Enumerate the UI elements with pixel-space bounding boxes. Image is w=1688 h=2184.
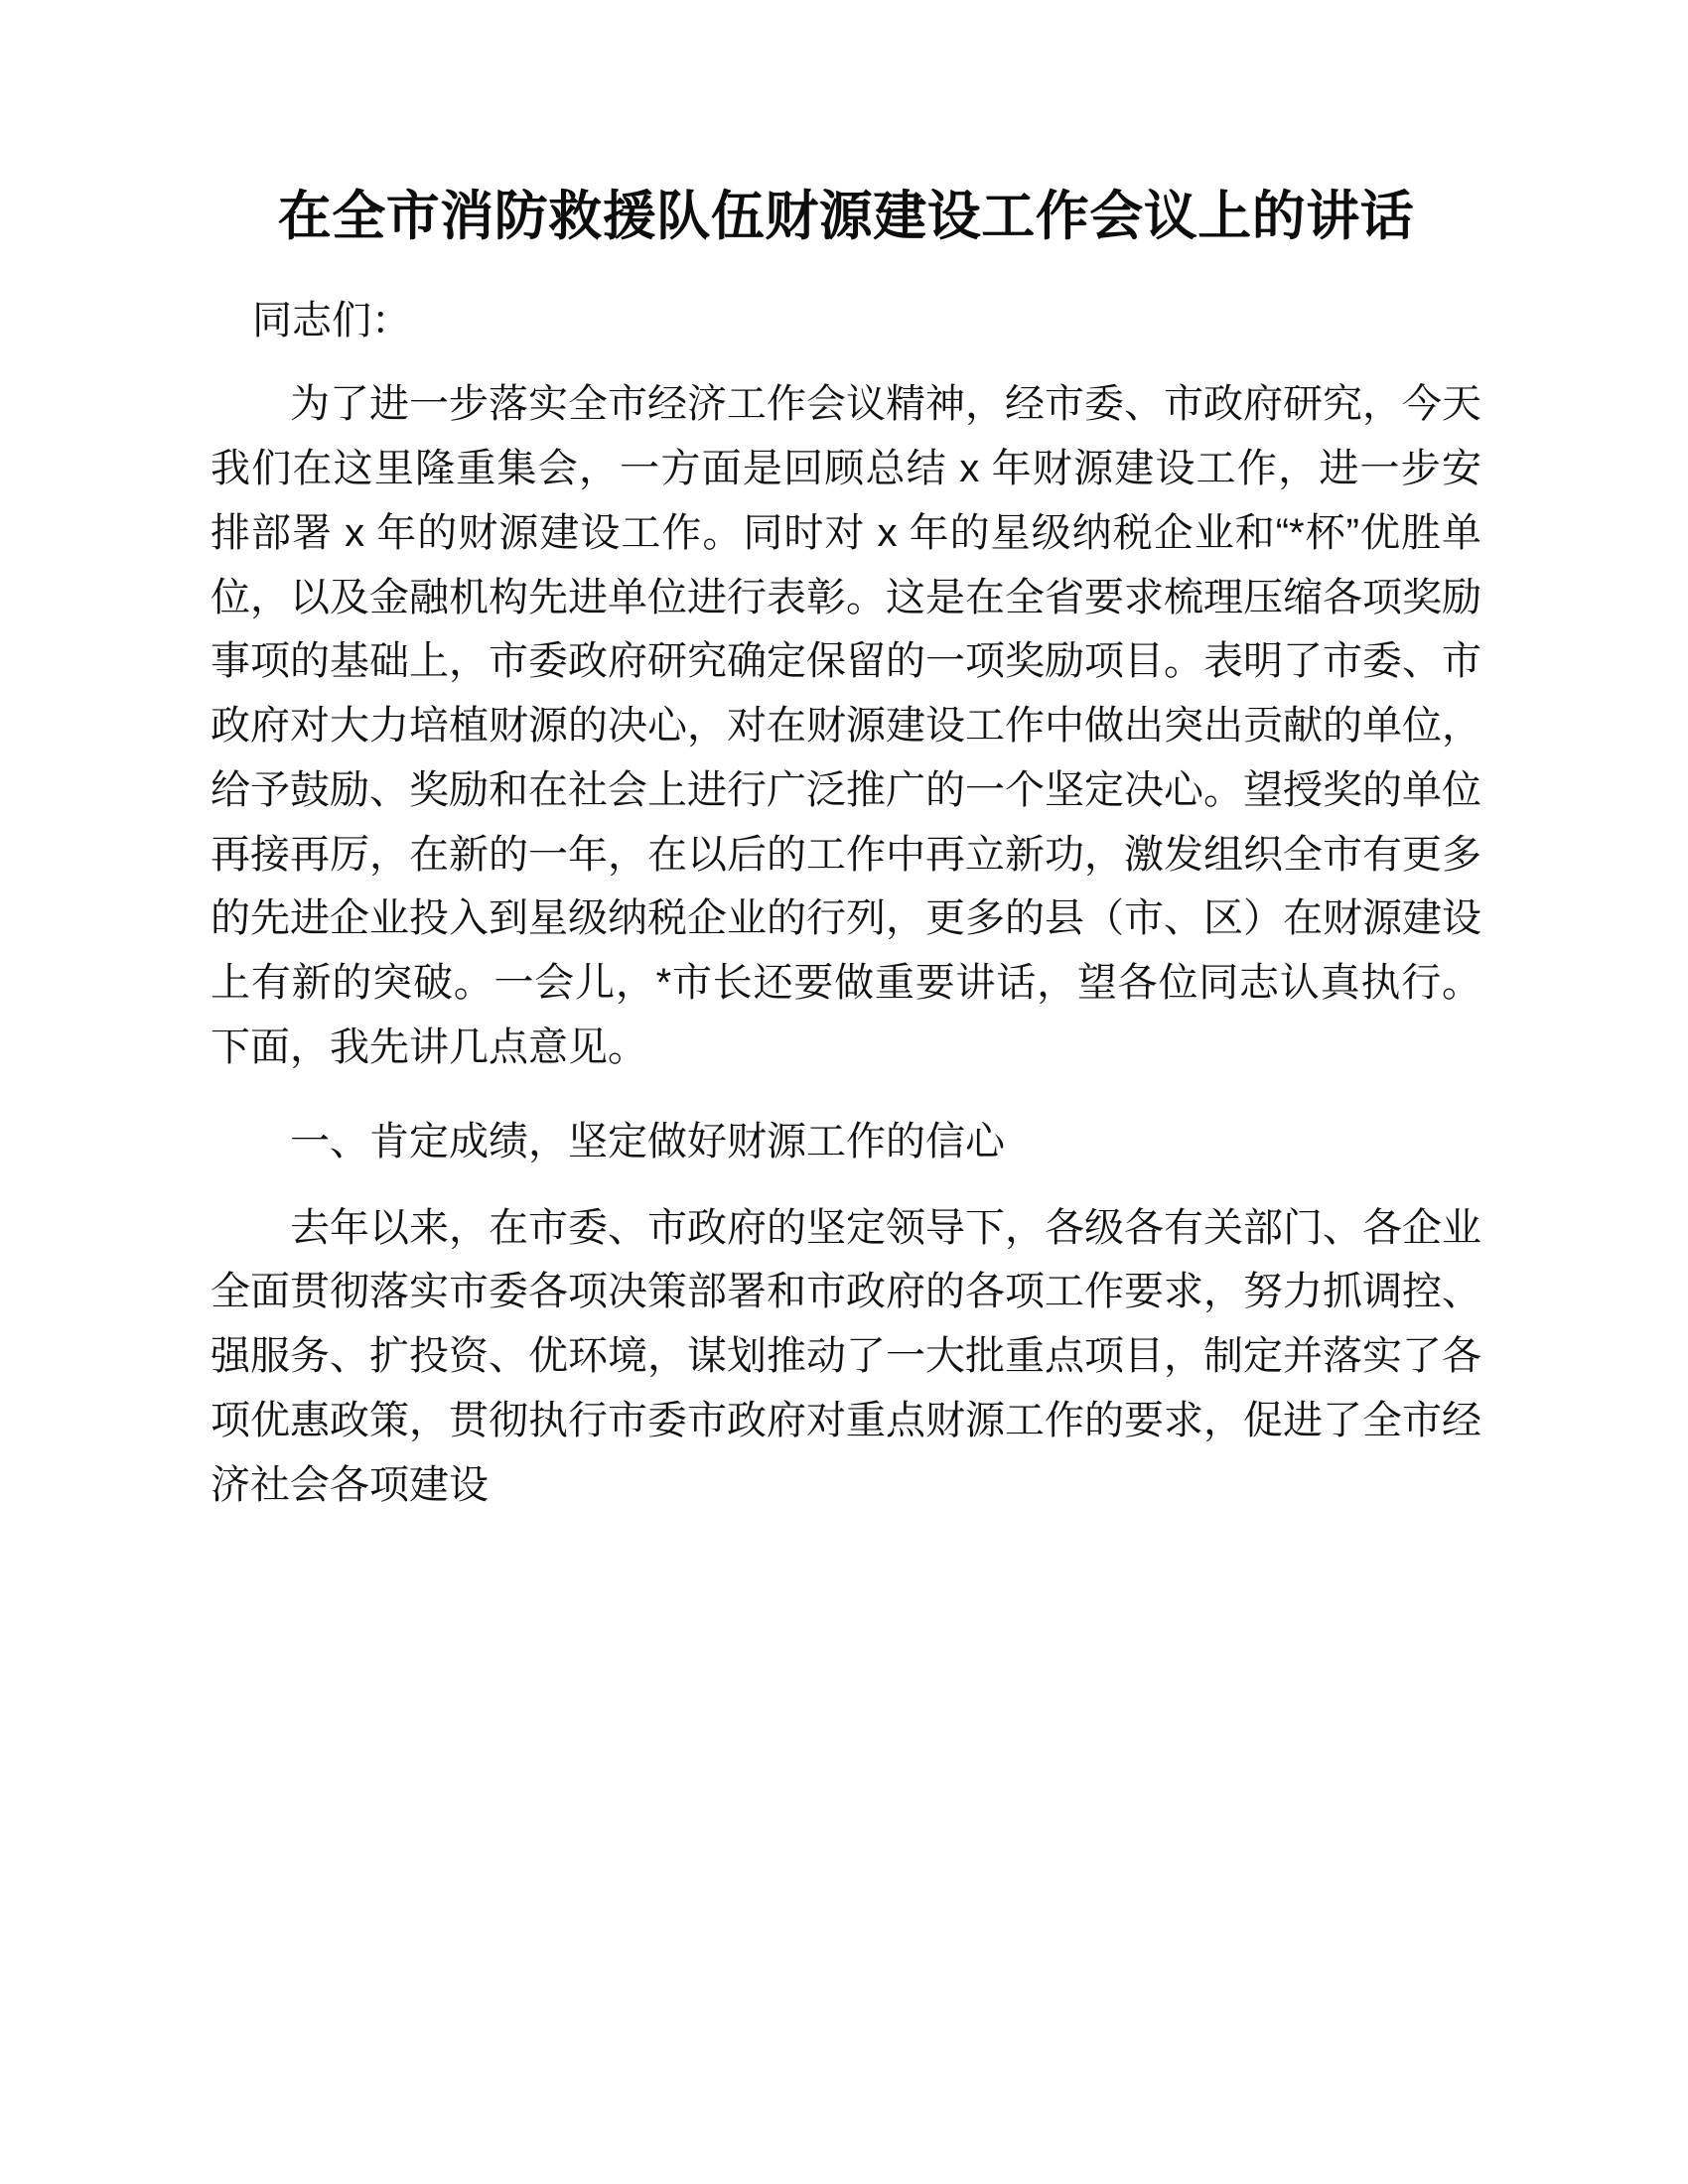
salutation-line: 同志们： [252, 299, 411, 343]
page-title: 在全市消防救援队伍财源建设工作会议上的讲话 [277, 187, 1415, 246]
body-paragraph-1: 为了进一步落实全市经济工作会议精神，经市委、市政府研究，今天我们在这里隆重集会，一方面是回顾总结 x 年财源建设工作，进一步安排部署 x 年的财源建设工作。同时对 x 年的星级纳税企业和“*杯”优胜单位，以及金融机构先进单位进行表彰。这是在全省要求梳理压缩各项奖励事项的基础上，市委政府研究确定保留的一项奖励项目。表明了市委、市政府对大力培植财源的决心，对在财源建设工作中做出突出贡献的单位，给予鼓励、奖励和在社会上进行广泛推广的一个坚定决心。望授奖的单位再接再厉，在新的一年，在以后的工作中再立新功，激发组织全市有更多的先进企业投入到星级纳税企业的行列，更多的县（市、区）在财源建设上有新的突破。一会儿，*市长还要做重要讲话，望各位同志认真执行。下面，我先讲几点意见。 [211, 382, 1481, 1070]
section-heading-1: 一、肯定成绩，坚定做好财源工作的信心 [290, 1119, 1005, 1163]
body-paragraph-2: 去年以来，在市委、市政府的坚定领导下，各级各有关部门、各企业全面贯彻落实市委各项决策部署和市政府的各项工作要求，努力抓调控、强服务、扩投资、优环境，谋划推动了一大批重点项目，制定并落实了各项优惠政策，贯彻执行市委市政府对重点财源工作的要求，促进了全市经济社会各项建设 [211, 1205, 1481, 1507]
document-content [211, 0, 1481, 1558]
